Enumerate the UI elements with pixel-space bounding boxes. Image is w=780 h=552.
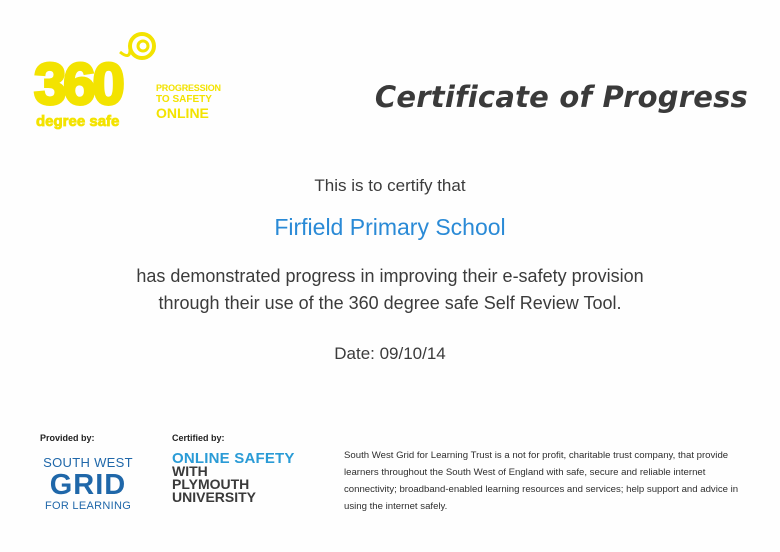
osp-line-4: UNIVERSITY (172, 489, 257, 505)
logo-number: 360 (34, 52, 122, 117)
certified-by-label: Certified by: (172, 433, 225, 443)
body-line-2: through their use of the 360 degree safe Self Review Tool. (158, 293, 622, 313)
360-degree-safe-logo (30, 26, 240, 136)
osp-line-2: WITH (172, 463, 208, 479)
swgfl-description: South West Grid for Learning Trust is a not for profit, charitable trust company, that provide learners throughout the South West of England with safe, secure and reliable internet connectivity; broadband-enabled learning resources and services; help support and advice in using the internet safely. (344, 450, 739, 512)
swgfl-logo (38, 455, 138, 512)
swgfl-line-3: FOR LEARNING (44, 500, 132, 512)
certificate-body (0, 263, 780, 317)
logo-ring (130, 34, 154, 58)
logo-tagline-3: ONLINE (156, 105, 209, 121)
logo-tagline-1: PROGRESSION (156, 83, 221, 93)
online-safety-plymouth-logo (172, 452, 295, 504)
osp-line-1: ONLINE SAFETY (172, 450, 295, 467)
osp-line-3: PLYMOUTH (172, 476, 250, 492)
logo-tagline-2: TO SAFETY (156, 94, 212, 105)
school-name: Firfield Primary School (274, 214, 506, 240)
certificate-date: Date: 09/10/14 (334, 344, 446, 363)
certificate-title: Certificate of Progress (374, 80, 748, 114)
certify-intro: This is to certify that (314, 176, 466, 195)
swgfl-line-1: SOUTH WEST (43, 455, 133, 470)
logo-ring-inner (138, 41, 148, 51)
provided-by-label: Provided by: (40, 433, 95, 443)
swgfl-line-2: GRID (49, 469, 127, 501)
body-line-1: has demonstrated progress in improving their e-safety provision (136, 266, 644, 286)
logo-tagline (156, 82, 246, 121)
logo-subtitle: degree safe (36, 113, 120, 130)
logo-graphic (30, 26, 160, 136)
